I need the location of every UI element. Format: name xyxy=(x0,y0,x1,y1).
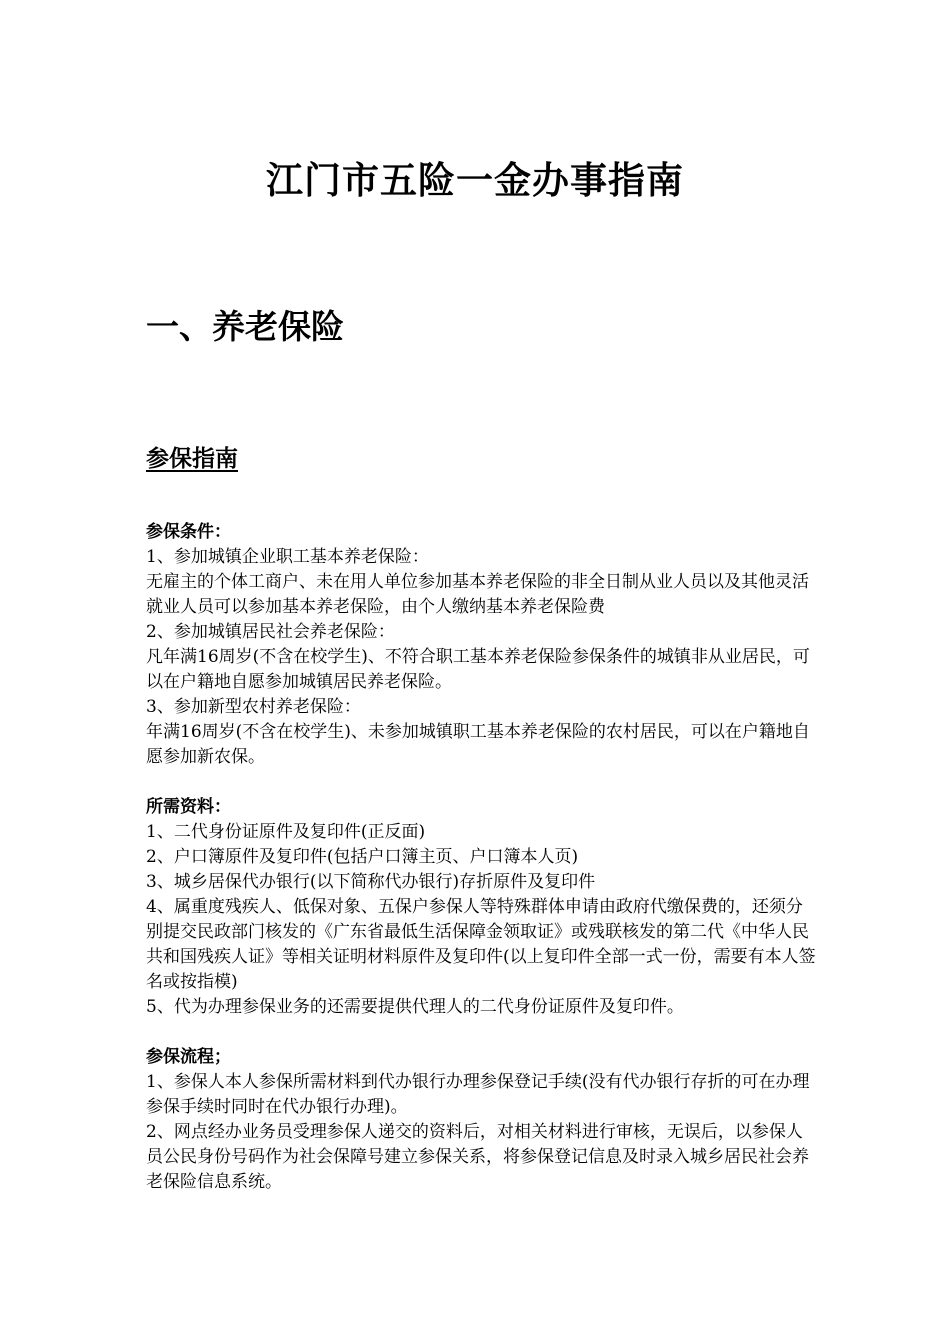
materials-line: 3、城乡居保代办银行(以下简称代办银行)存折原件及复印件 xyxy=(146,872,596,892)
process-label: 参保流程； xyxy=(146,1047,231,1067)
process-line: 2、网点经办业务员受理参保人递交的资料后，对相关材料进行审核，无误后，以参保人员公民身份号码作为社会保障号建立参保关系，将参保登记信息及时录入城乡居民社会养老保险信息系统。 xyxy=(146,1122,809,1192)
conditions-line: 2、参加城镇居民社会养老保险： xyxy=(146,622,395,642)
paragraph-gap xyxy=(146,1020,818,1045)
materials-line: 1、二代身份证原件及复印件(正反面) xyxy=(146,822,426,842)
paragraph-gap xyxy=(146,770,818,795)
conditions-line: 1、参加城镇企业职工基本养老保险： xyxy=(146,547,429,567)
section-heading: 一、养老保险 xyxy=(146,307,344,346)
materials-label: 所需资料： xyxy=(146,797,231,817)
conditions-line: 无雇主的个体工商户、未在用人单位参加基本养老保险的非全日制从业人员以及其他灵活就业人员可以参加基本养老保险，由个人缴纳基本养老保险费 xyxy=(146,572,809,617)
document-title: 江门市五险一金办事指南 xyxy=(266,158,684,202)
conditions-line: 年满16周岁(不含在校学生)、未参加城镇职工基本养老保险的农村居民，可以在户籍地自愿参加新农保。 xyxy=(146,722,810,767)
conditions-label: 参保条件： xyxy=(146,522,231,542)
conditions-line: 3、参加新型农村养老保险： xyxy=(146,697,361,717)
document-body xyxy=(146,520,818,1195)
materials-line: 5、代为办理参保业务的还需要提供代理人的二代身份证原件及复印件。 xyxy=(146,997,684,1017)
subsection-heading: 参保指南 xyxy=(146,445,238,472)
materials-line: 2、户口簿原件及复印件(包括户口簿主页、户口簿本人页) xyxy=(146,847,579,867)
conditions-line: 凡年满16周岁(不含在校学生)、不符合职工基本养老保险参保条件的城镇非从业居民，可以在户籍地自愿参加城镇居民养老保险。 xyxy=(146,647,810,692)
materials-line: 4、属重度残疾人、低保对象、五保户参保人等特殊群体申请由政府代缴保费的，还须分别提交民政部门核发的《广东省最低生活保障金领取证》或残联核发的第二代《中华人民共和国残疾人证》等相关证明材料原件及复印件(以上复印件全部一式一份，需要有本人签名或按指模) xyxy=(146,897,816,992)
process-line: 1、参保人本人参保所需材料到代办银行办理参保登记手续(没有代办银行存折的可在办理参保手续时同时在代办银行办理)。 xyxy=(146,1072,810,1117)
